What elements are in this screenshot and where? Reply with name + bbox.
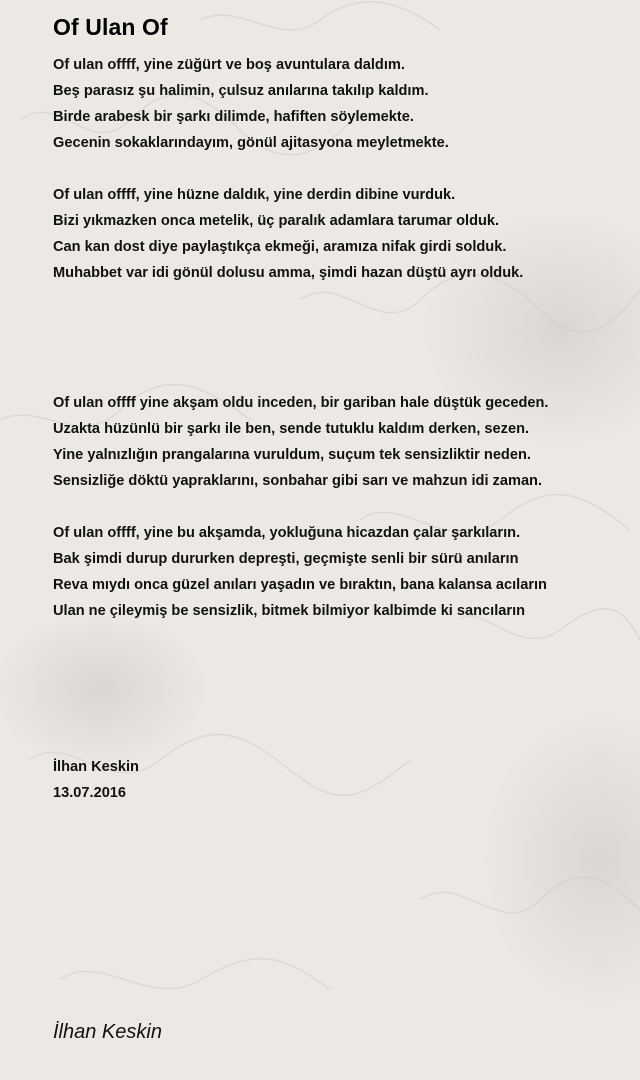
poem-line: Of ulan offff, yine züğürt ve boş avuntulara daldım. — [53, 57, 405, 73]
stanza — [53, 520, 633, 624]
poem-line: Uzakta hüzünlü bir şarkı ile ben, sende tutuklu kaldım derken, sezen. — [53, 421, 530, 437]
stanza — [53, 390, 633, 494]
poem-line: Muhabbet var idi gönül dolusu amma, şimdi hazan düştü ayrı olduk. — [53, 265, 524, 281]
stanza-spacer — [53, 156, 633, 182]
stanza — [53, 52, 633, 156]
author-signature: İlhan Keskin — [53, 1021, 162, 1043]
poem-line: Sensizliğe döktü yapraklarını, sonbahar gibi sarı ve mahzun idi zaman. — [53, 473, 543, 489]
poem-line: Of ulan offff yine akşam oldu inceden, bir gariban hale düştük geceden. — [53, 395, 549, 411]
poem-line: Ulan ne çileymiş be sensizlik, bitmek bilmiyor kalbimde ki sancıların — [53, 603, 526, 619]
poem-title: Of Ulan Of — [53, 14, 168, 40]
poem-line: Reva mıydı onca güzel anıları yaşadın ve bıraktın, bana kalansa acıların — [53, 577, 547, 593]
poem-date: 13.07.2016 — [53, 785, 127, 801]
stanza-spacer — [53, 494, 633, 520]
poem-line: Birde arabesk bir şarkı dilimde, hafiften söylemekte. — [53, 109, 414, 125]
poem-line: Beş parasız şu halimin, çulsuz anılarına takılıp kaldım. — [53, 83, 429, 99]
poem-line: Of ulan offff, yine bu akşamda, yokluğuna hicazdan çalar şarkıların. — [53, 525, 521, 541]
stanza-spacer — [53, 624, 633, 754]
stanza — [53, 182, 633, 286]
poem-line: Yine yalnızlığın prangalarına vuruldum, suçum tek sensizliktir neden. — [53, 447, 531, 463]
poem-author: İlhan Keskin — [53, 759, 139, 775]
poem-line: Of ulan offff, yine hüzne daldık, yine derdin dibine vurduk. — [53, 187, 456, 203]
poem-body — [53, 52, 633, 806]
poem-line: Gecenin sokaklarındayım, gönül ajitasyona meyletmekte. — [53, 135, 449, 151]
poem-line: Bak şimdi durup dururken depreşti, geçmişte senli bir sürü anıların — [53, 551, 519, 567]
poem-line: Can kan dost diye paylaştıkça ekmeği, aramıza nifak girdi solduk. — [53, 239, 507, 255]
poem-line: Bizi yıkmazken onca metelik, üç paralık adamlara tarumar olduk. — [53, 213, 500, 229]
stanza-spacer — [53, 286, 633, 390]
